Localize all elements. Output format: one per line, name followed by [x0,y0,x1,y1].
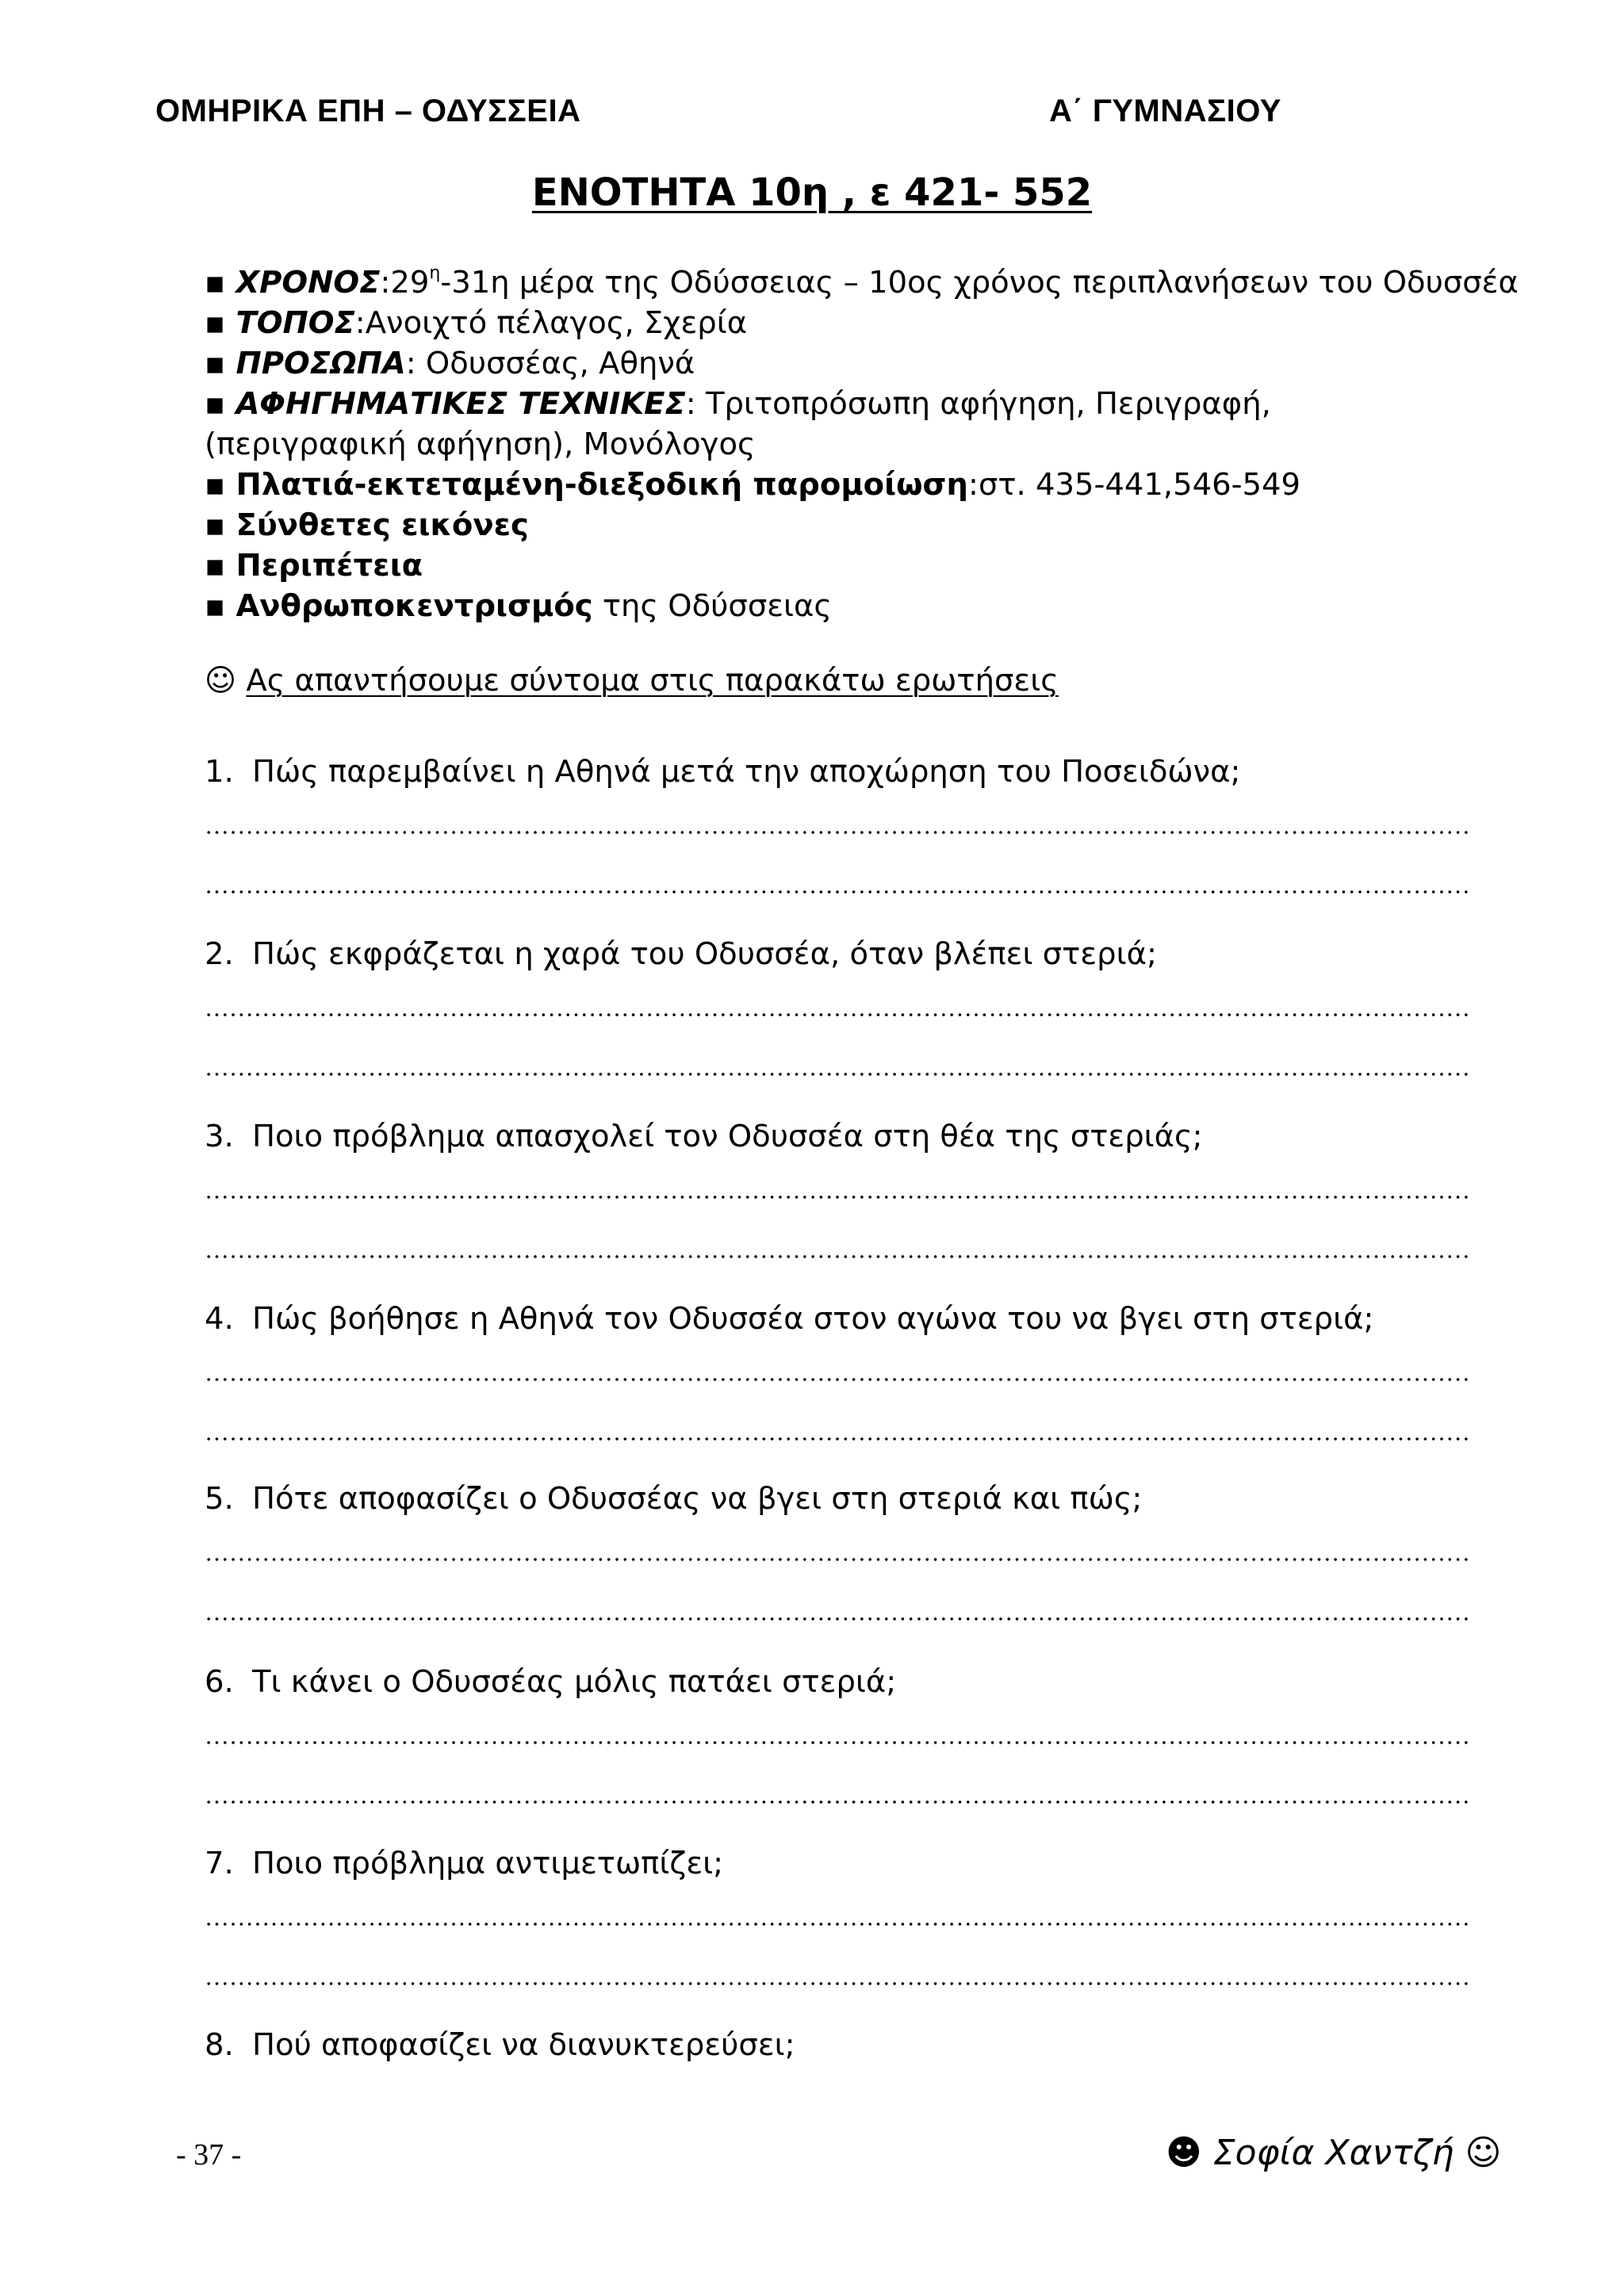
info-images-label: Σύνθετες εικόνες [236,507,529,543]
header-grade: Α΄ ΓΥΜΝΑΣΙΟΥ [1049,94,1281,128]
page-number: - 37 - [176,2138,242,2172]
info-place-text: :Ανοιχτό πέλαγος, Σχερία [354,305,748,341]
question-number: 3. [205,1119,234,1154]
info-images [205,505,1473,545]
question-5 [205,1481,1142,1517]
answer-line[interactable] [205,1922,1470,1927]
bullet-icon: ▪ [205,386,226,422]
info-time [205,262,1519,303]
info-place-label: ΤΟΠΟΣ [236,305,355,341]
header-subject: ΟΜΗΡΙΚΑ ΕΠΗ – ΟΔΥΣΣΕΙΑ [155,94,581,128]
info-time-superscript: η [429,263,441,283]
answer-line[interactable] [205,1437,1470,1441]
question-number: 4. [205,1301,234,1337]
bullet-icon: ▪ [205,346,226,381]
question-text: Πώς παρεμβαίνει η Αθηνά μετά την αποχώρηση του Ποσειδώνα; [252,754,1241,790]
answer-line[interactable] [205,1012,1470,1017]
info-simile-text: :στ. 435-441,546-549 [967,467,1300,503]
question-7 [205,1846,723,1881]
question-number: 7. [205,1846,234,1881]
answer-line[interactable] [205,1740,1470,1745]
bullet-icon: ▪ [205,507,226,543]
question-6 [205,1664,896,1700]
question-1 [205,754,1240,790]
questions-prompt [205,663,1059,698]
info-time-text-end: -31η μέρα της Οδύσσειας – 10ος χρόνος περιπλανήσεων του Οδυσσέα [440,265,1519,300]
bullet-icon: ▪ [205,467,226,503]
info-humanism-label: Ανθρωποκεντρισμός [236,588,593,624]
answer-line[interactable] [205,1557,1470,1562]
question-text: Πότε αποφασίζει ο Οδυσσέας να βγει στη στεριά και πώς; [252,1481,1143,1517]
answer-line[interactable] [205,1800,1470,1804]
unit-info [205,262,1519,626]
info-persons-text: : Οδυσσέας, Αθηνά [405,346,695,381]
info-time-label: ΧΡΟΝΟΣ [236,265,381,300]
answer-line[interactable] [205,1981,1470,1986]
info-techniques-text: : Τριτοπρόσωπη αφήγηση, Περιγραφή, (περιγραφική αφήγηση), Μονόλογος [205,386,1271,462]
info-humanism [205,586,1473,626]
info-techniques-label: ΑΦΗΓΗΜΑΤΙΚΕΣ ΤΕΧΝΙΚΕΣ [236,386,686,422]
bullet-icon: ▪ [205,588,226,624]
answer-line[interactable] [205,1254,1470,1259]
question-number: 5. [205,1481,234,1517]
bullet-icon: ▪ [205,305,226,341]
question-text: Τι κάνει ο Οδυσσέας μόλις πατάει στεριά; [252,1664,897,1700]
question-text: Πώς βοήθησε η Αθηνά τον Οδυσσέα στον αγώνα του να βγει στη στεριά; [252,1301,1374,1337]
answer-line[interactable] [205,1377,1470,1382]
question-4 [205,1301,1373,1337]
answer-line[interactable] [205,890,1470,894]
question-number: 6. [205,1664,234,1700]
question-text: Ποιο πρόβλημα απασχολεί τον Οδυσσέα στη θέα της στεριάς; [252,1119,1203,1154]
info-place [205,303,1473,343]
questions-prompt-text: Ας απαντήσουμε σύντομα στις παρακάτω ερωτήσεις [246,663,1059,698]
question-2 [205,936,1157,972]
bullet-icon: ▪ [205,265,226,300]
author-name: Σοφία Χαντζή [1212,2133,1454,2173]
answer-line[interactable] [205,1195,1470,1200]
question-3 [205,1119,1203,1154]
smiley-face-icon: ☺ [205,663,237,698]
info-simile [205,465,1473,505]
question-8 [205,2027,795,2063]
dark-smiley-icon: ☻ [1166,2133,1202,2173]
section-title: ΕΝΟΤΗΤΑ 10η , ε 421- 552 [531,170,1093,215]
info-persons-label: ΠΡΟΣΩΠΑ [236,346,406,381]
answer-line[interactable] [205,1072,1470,1077]
question-number: 8. [205,2027,234,2063]
info-time-text-start: :29 [380,265,430,300]
bullet-icon: ▪ [205,548,226,584]
answer-line[interactable] [205,830,1470,835]
question-number: 2. [205,936,234,972]
info-narrative-techniques [205,384,1473,465]
question-text: Πού αποφασίζει να διανυκτερεύσει; [252,2027,795,2063]
question-text: Ποιο πρόβλημα αντιμετωπίζει; [252,1846,724,1881]
author-signature [1166,2133,1501,2173]
question-number: 1. [205,754,234,790]
info-humanism-text: της Οδύσσειας [592,588,833,624]
info-simile-label: Πλατιά-εκτεταμένη-διεξοδική παρομοίωση [236,467,968,503]
smiley-face-icon: ☺ [1465,2133,1502,2173]
info-adventure-label: Περιπέτεια [236,548,423,584]
answer-line[interactable] [205,1617,1470,1621]
question-text: Πώς εκφράζεται η χαρά του Οδυσσέα, όταν βλέπει στεριά; [252,936,1157,972]
info-persons [205,343,1473,384]
info-adventure [205,545,1473,586]
